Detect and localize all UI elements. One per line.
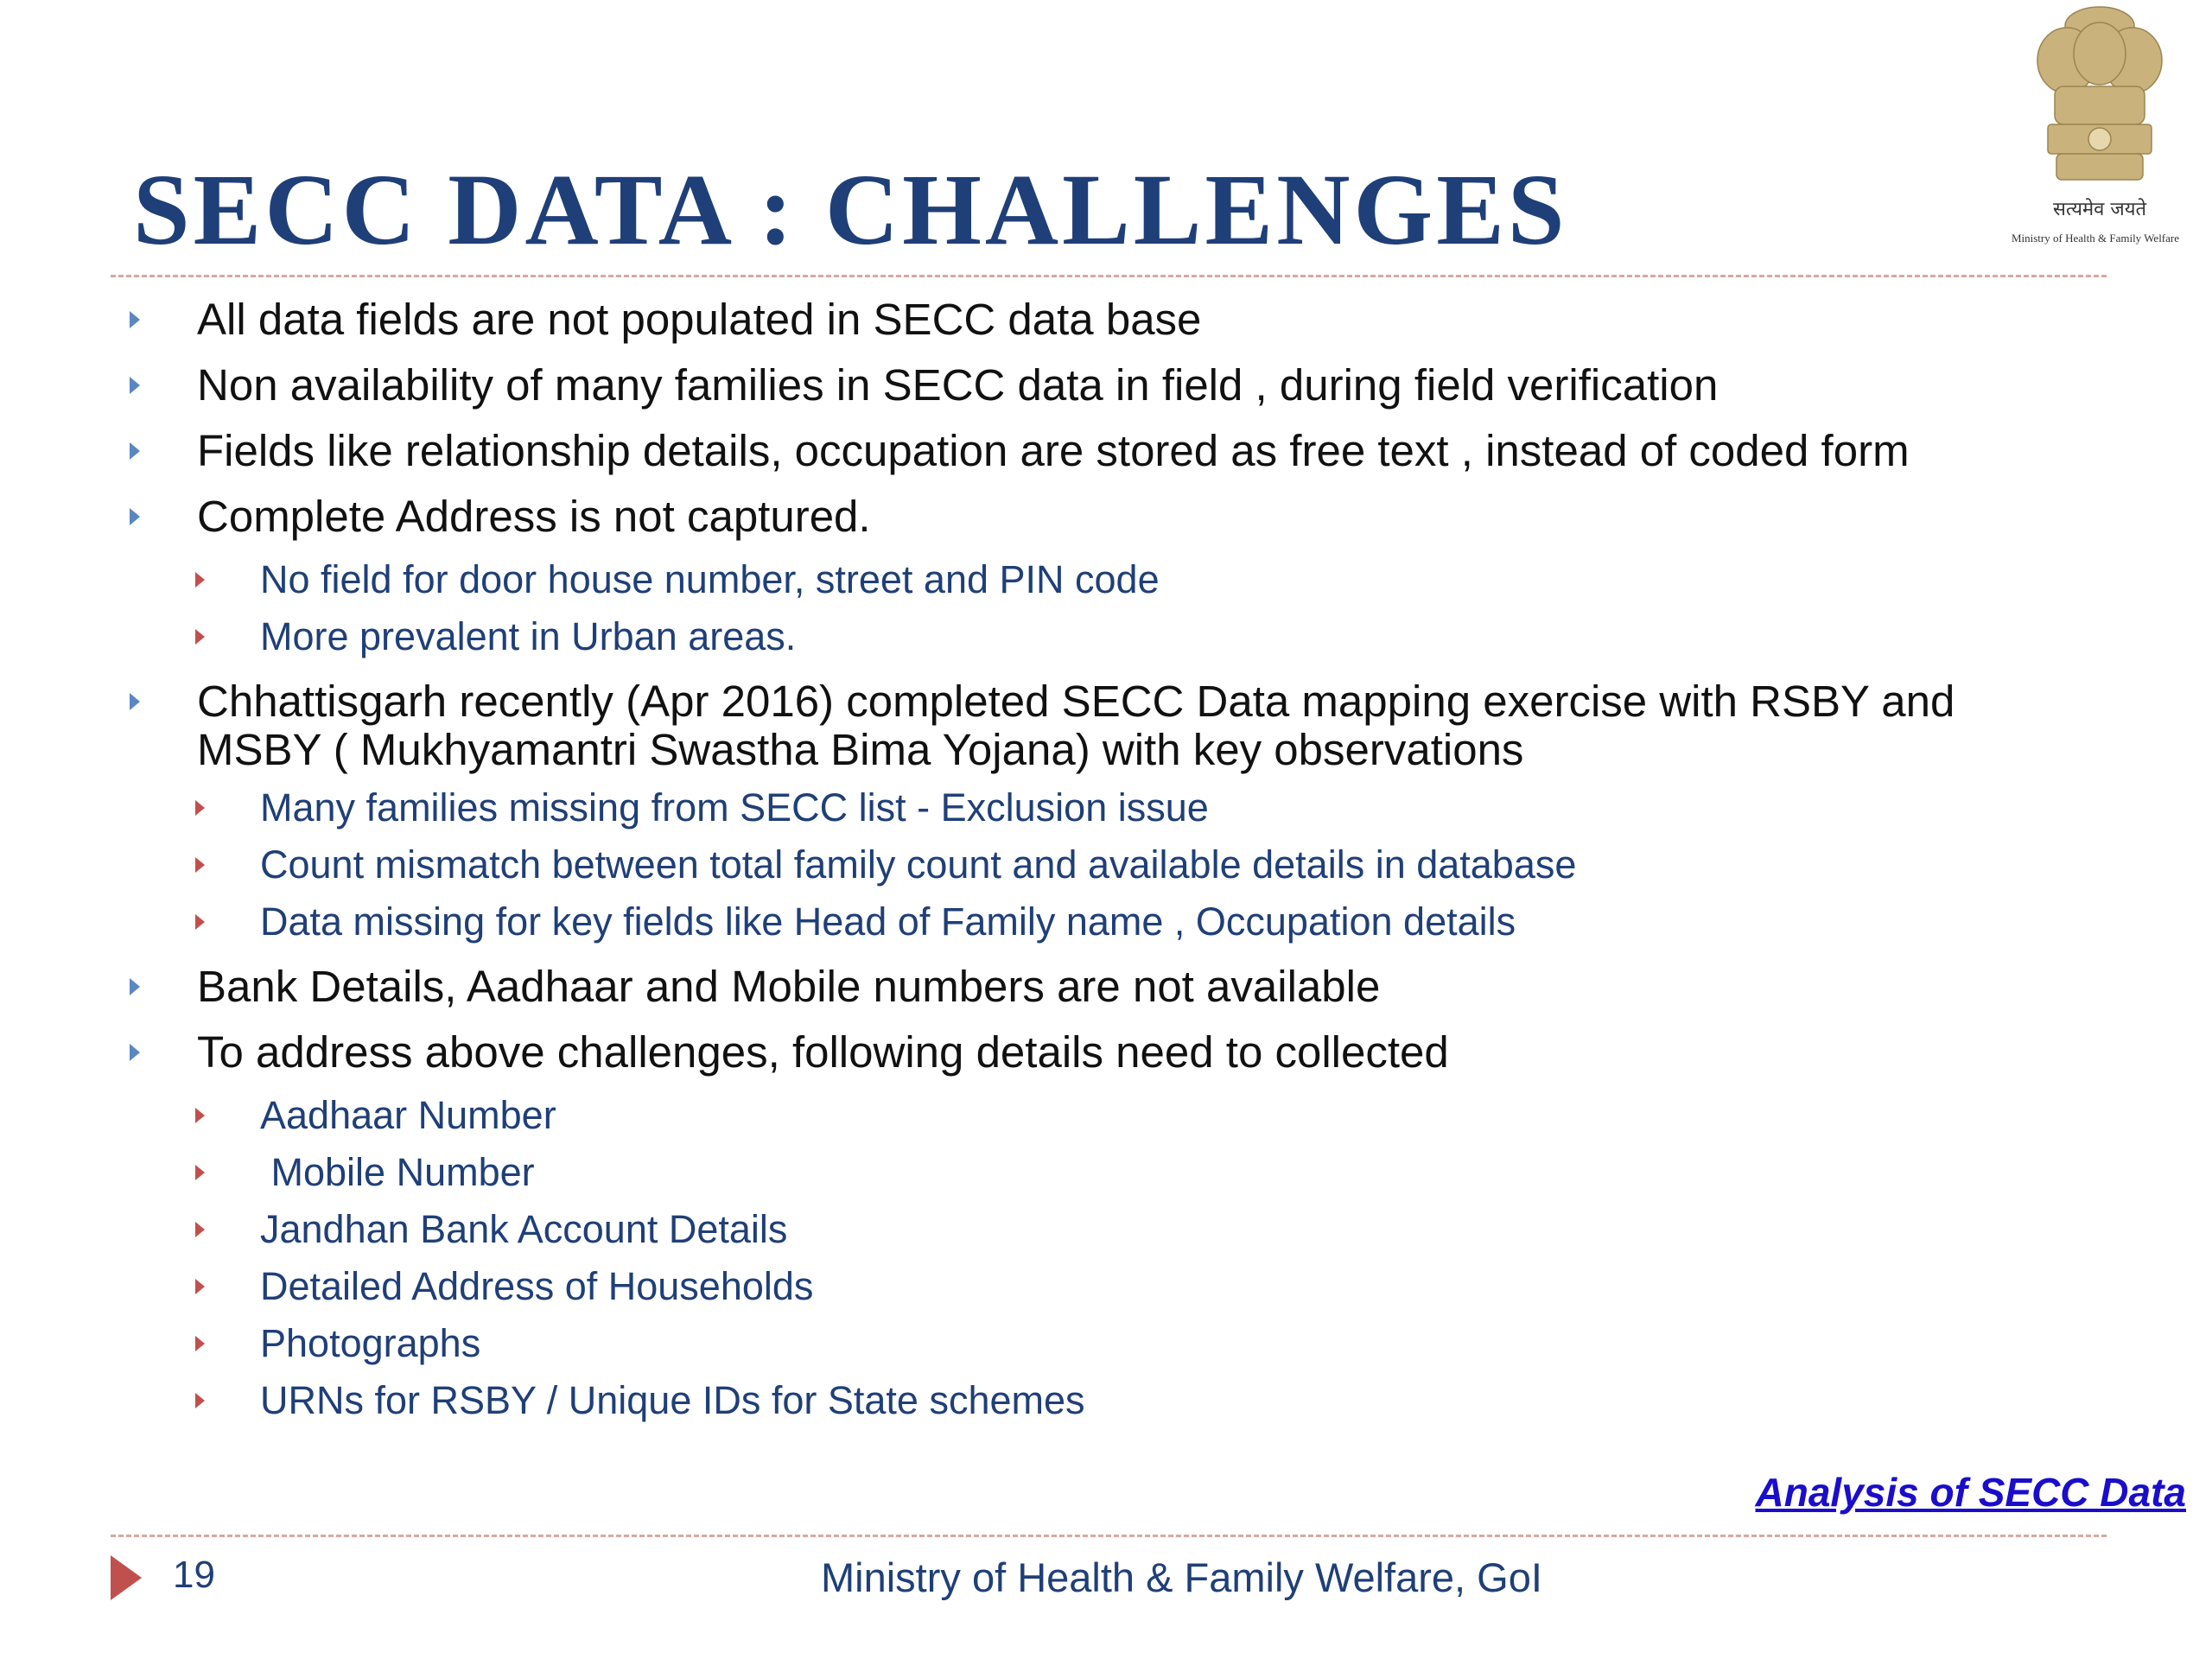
emblem-motto: सत्यमेव जयते	[2052, 199, 2147, 220]
sub-bullet-arrow-icon	[195, 1279, 205, 1294]
sub-bullet-arrow-icon	[195, 914, 205, 930]
sub-bullet-arrow-icon	[195, 1393, 205, 1408]
analysis-link[interactable]: Analysis of SECC Data	[1755, 1470, 2186, 1515]
sub-bullet-item: Count mismatch between total family count and available details in database	[130, 843, 2005, 887]
sub-bullet-item: No field for door house number, street and PIN code	[130, 558, 2005, 601]
bullet-item: Bank Details, Aadhaar and Mobile numbers are not available	[130, 963, 2005, 1011]
sub-bullet-arrow-icon	[195, 629, 205, 645]
sub-bullet-item: Many families missing from SECC list - Exclusion issue	[130, 786, 2005, 830]
sub-bullet-item: Jandhan Bank Account Details	[130, 1208, 2005, 1251]
sub-bullet-item: Photographs	[130, 1322, 2005, 1365]
footer-arrow-icon	[111, 1555, 142, 1600]
sub-bullet-item: Aadhaar Number	[130, 1094, 2005, 1137]
bullet-item: All data fields are not populated in SECC data base	[130, 296, 2005, 344]
sub-bullet-item: Data missing for key fields like Head of Family name , Occupation details	[130, 900, 2005, 944]
bullet-item: Fields like relationship details, occupation are stored as free text , instead of coded form	[130, 427, 2005, 475]
bullet-arrow-icon	[130, 311, 140, 328]
emblem-ministry-label: Ministry of Health & Family Welfare	[2011, 232, 2180, 245]
bullet-item: Chhattisgarh recently (Apr 2016) completed SECC Data mapping exercise with RSBY and MSBY ( Mukhyamantri Swastha Bima Yojana) with key observations	[130, 677, 2005, 774]
sub-bullet-arrow-icon	[195, 1108, 205, 1123]
bullet-arrow-icon	[130, 442, 140, 460]
sub-bullet-item: More prevalent in Urban areas.	[130, 615, 2005, 658]
sub-bullet-arrow-icon	[195, 1165, 205, 1180]
title-divider	[111, 275, 2107, 277]
sub-bullet-arrow-icon	[195, 1336, 205, 1351]
bullet-arrow-icon	[130, 1044, 140, 1061]
bullet-arrow-icon	[130, 377, 140, 394]
sub-bullet-arrow-icon	[195, 572, 205, 588]
sub-bullet-arrow-icon	[195, 1222, 205, 1237]
bullet-arrow-icon	[130, 508, 140, 525]
bullet-list	[130, 296, 2005, 1436]
sub-bullet-item: Detailed Address of Households	[130, 1265, 2005, 1308]
page-number: 19	[173, 1554, 215, 1596]
bullet-item: Complete Address is not captured.	[130, 493, 2005, 541]
bullet-arrow-icon	[130, 978, 140, 995]
sub-bullet-item: URNs for RSBY / Unique IDs for State schemes	[130, 1379, 2005, 1422]
footer-text: Ministry of Health & Family Welfare, GoI	[821, 1554, 1542, 1600]
sub-bullet-arrow-icon	[195, 857, 205, 873]
footer-divider	[111, 1535, 2107, 1537]
sub-bullet-arrow-icon	[195, 800, 205, 816]
bullet-item: Non availability of many families in SECC data in field , during field verification	[130, 361, 2005, 410]
sub-bullet-item: Mobile Number	[130, 1151, 2005, 1194]
bullet-item: To address above challenges, following details need to collected	[130, 1028, 2005, 1077]
slide-title: SECC DATA : CHALLENGES	[133, 153, 1568, 266]
bullet-arrow-icon	[130, 693, 140, 710]
